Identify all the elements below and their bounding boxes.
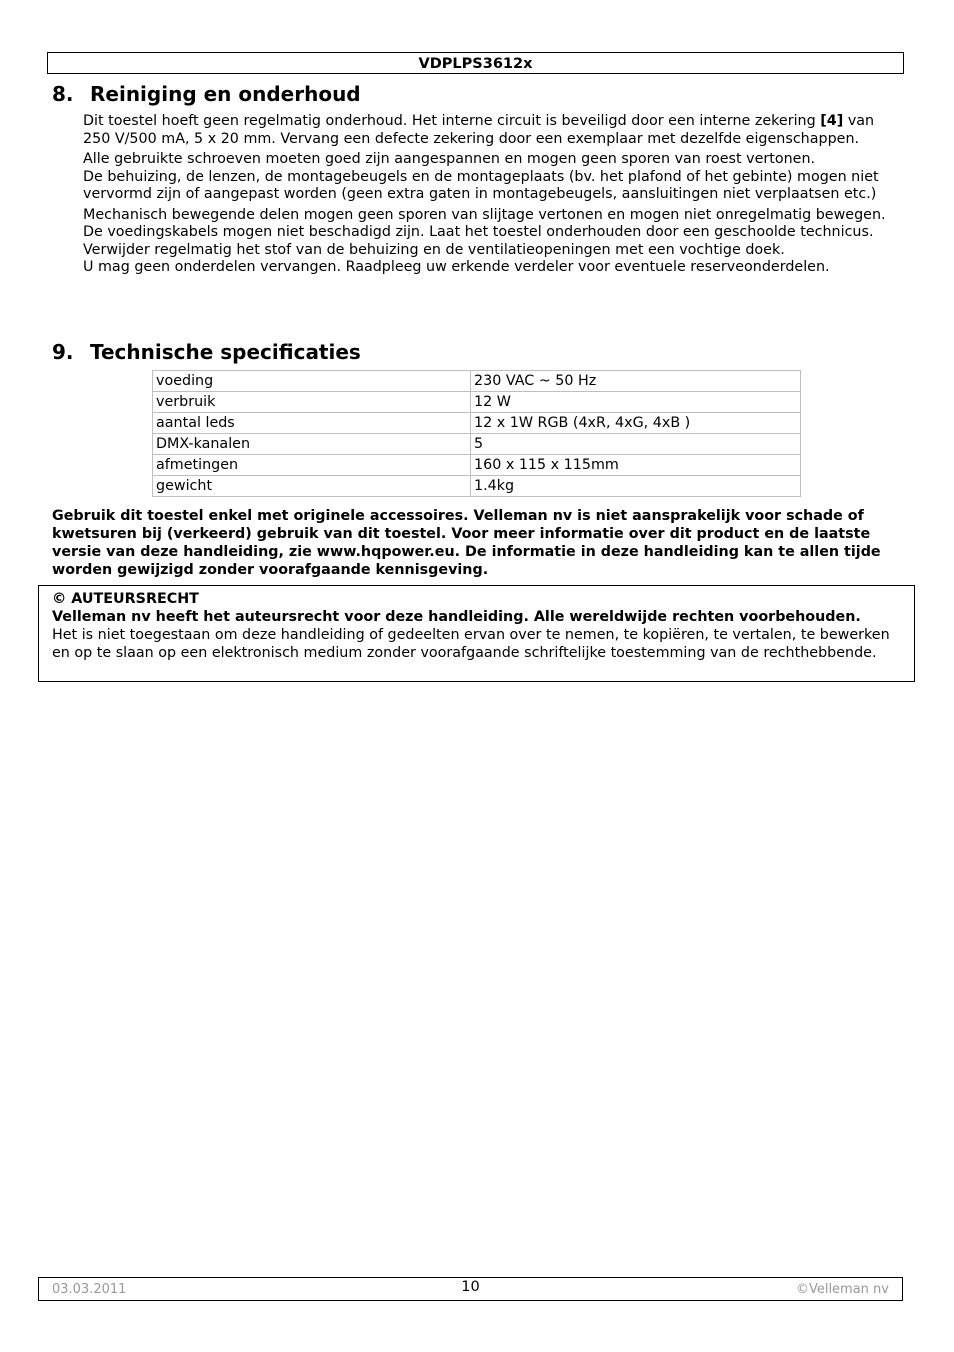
paragraph-screws: Alle gebruikte schroeven moeten goed zijn aangespannen en mogen geen sporen van roest vertonen. bbox=[83, 151, 816, 167]
spec-key: afmetingen bbox=[153, 455, 471, 476]
spec-key: aantal leds bbox=[153, 413, 471, 434]
page-footer bbox=[38, 1277, 903, 1301]
copyright-title: © AUTEURSRECHT bbox=[52, 591, 199, 607]
section-8-body bbox=[83, 113, 903, 277]
table-row bbox=[153, 434, 801, 455]
copyright-box bbox=[38, 585, 915, 682]
table-row bbox=[153, 371, 801, 392]
section-9-number: 9. bbox=[52, 340, 74, 364]
paragraph-fuse-text-2: van 250 V/500 mA, 5 x 20 mm. Vervang een defecte zekering door een exemplaar met dezelfde eigenschappen. bbox=[83, 113, 875, 147]
copyright-statement: Velleman nv heeft het auteursrecht voor deze handleiding. Alle wereldwijde rechten voorbehouden. bbox=[52, 609, 861, 625]
model-title: VDPLPS3612x bbox=[418, 56, 533, 72]
section-9-title: Technische specificaties bbox=[90, 340, 361, 364]
paragraph-fuse bbox=[83, 113, 903, 148]
spec-key: verbruik bbox=[153, 392, 471, 413]
fuse-reference: [4] bbox=[820, 113, 844, 129]
spec-table bbox=[152, 370, 801, 497]
section-8-title: Reiniging en onderhoud bbox=[90, 82, 361, 106]
paragraph-parts: U mag geen onderdelen vervangen. Raadpleeg uw erkende verdeler voor eventuele reserveonderdelen. bbox=[83, 259, 830, 275]
page-header bbox=[47, 52, 904, 74]
paragraph-housing: De behuizing, de lenzen, de montagebeugels en de montageplaats (bv. het plafond of het gebinte) mogen niet vervormd zijn of aangepast worden (geen extra gaten in montagebeugels, aansluitingen niet verplaatsen etc.) bbox=[83, 168, 879, 202]
spec-key: voeding bbox=[153, 371, 471, 392]
section-8-number: 8. bbox=[52, 82, 74, 106]
spec-value: 1.4kg bbox=[471, 476, 801, 497]
spec-key: DMX-kanalen bbox=[153, 434, 471, 455]
spec-value: 230 VAC ~ 50 Hz bbox=[471, 371, 801, 392]
footer-date: 03.03.2011 bbox=[52, 1282, 127, 1297]
spec-key: gewicht bbox=[153, 476, 471, 497]
table-row bbox=[153, 413, 801, 434]
section-9-heading bbox=[52, 340, 361, 364]
copyright-text: Het is niet toegestaan om deze handleiding of gedeelten ervan over te nemen, te kopiëren, te vertalen, te bewerken en op te slaan op een elektronisch medium zonder voorafgaande schriftelijke toestemming van de rechthebbende. bbox=[52, 627, 890, 661]
paragraph-moving-parts: Mechanisch bewegende delen mogen geen sporen van slijtage vertonen en mogen niet onregelmatig bewegen. bbox=[83, 206, 886, 223]
spec-value: 12 x 1W RGB (4xR, 4xG, 4xB ) bbox=[471, 413, 801, 434]
paragraph-cables: De voedingskabels mogen niet beschadigd zijn. Laat het toestel onderhouden door een geschoolde technicus. bbox=[83, 224, 874, 240]
section-8-heading bbox=[52, 82, 361, 106]
spec-value: 160 x 115 x 115mm bbox=[471, 455, 801, 476]
page-number: 10 bbox=[461, 1279, 480, 1295]
spec-value: 12 W bbox=[471, 392, 801, 413]
footer-copyright: ©Velleman nv bbox=[795, 1282, 889, 1297]
disclaimer-text: Gebruik dit toestel enkel met originele accessoires. Velleman nv is niet aansprakelijk voor schade of kwetsuren bij (verkeerd) gebruik van dit toestel. Voor meer informatie over dit product en de laatste versie van deze handleiding, zie www.hqpower.eu. De informatie in deze handleiding kan te allen tijde worden gewijzigd zonder voorafgaande kennisgeving. bbox=[52, 508, 881, 578]
table-row bbox=[153, 392, 801, 413]
table-row bbox=[153, 476, 801, 497]
paragraph-dust: Verwijder regelmatig het stof van de behuizing en de ventilatieopeningen met een vochtige doek. bbox=[83, 241, 785, 258]
paragraph-fuse-text: Dit toestel hoeft geen regelmatig onderhoud. Het interne circuit is beveiligd door een interne zekering bbox=[83, 113, 821, 129]
table-row bbox=[153, 455, 801, 476]
spec-value: 5 bbox=[471, 434, 801, 455]
